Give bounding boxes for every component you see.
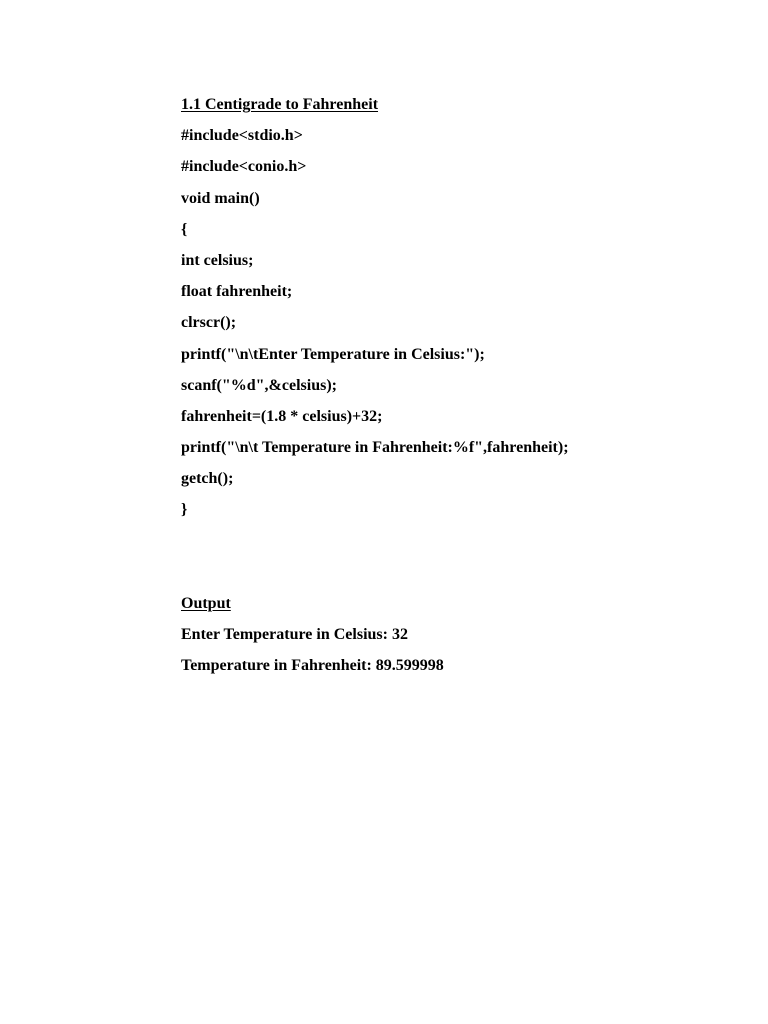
code-line-open-brace: { [181, 220, 188, 238]
code-line-close-brace: } [181, 501, 188, 519]
code-line-scanf: scanf("%d",&celsius); [181, 376, 337, 394]
code-block [181, 123, 741, 528]
output-heading: Output [181, 594, 231, 612]
document-page [181, 92, 741, 684]
code-line-main-signature: void main() [181, 189, 260, 207]
code-line-float-decl: float fahrenheit; [181, 283, 293, 301]
code-line-clrscr: clrscr(); [181, 314, 237, 332]
section-spacer [181, 529, 741, 591]
output-line-prompt: Enter Temperature in Celsius: 32 [181, 625, 408, 643]
code-line-conversion: fahrenheit=(1.8 * celsius)+32; [181, 407, 383, 425]
output-line-result: Temperature in Fahrenheit: 89.599998 [181, 657, 444, 674]
output-block [181, 622, 741, 684]
code-line-include-conio: #include<conio.h> [181, 158, 307, 176]
code-line-printf-result: printf("\n\t Temperature in Fahrenheit:%f",fahrenheit); [181, 439, 569, 457]
code-line-printf-prompt: printf("\n\tEnter Temperature in Celsius:"); [181, 345, 485, 363]
code-line-getch: getch(); [181, 470, 234, 488]
code-line-include-stdio: #include<stdio.h> [181, 127, 303, 145]
code-line-int-decl: int celsius; [181, 251, 254, 269]
section-title: 1.1 Centigrade to Fahrenheit [181, 96, 379, 113]
